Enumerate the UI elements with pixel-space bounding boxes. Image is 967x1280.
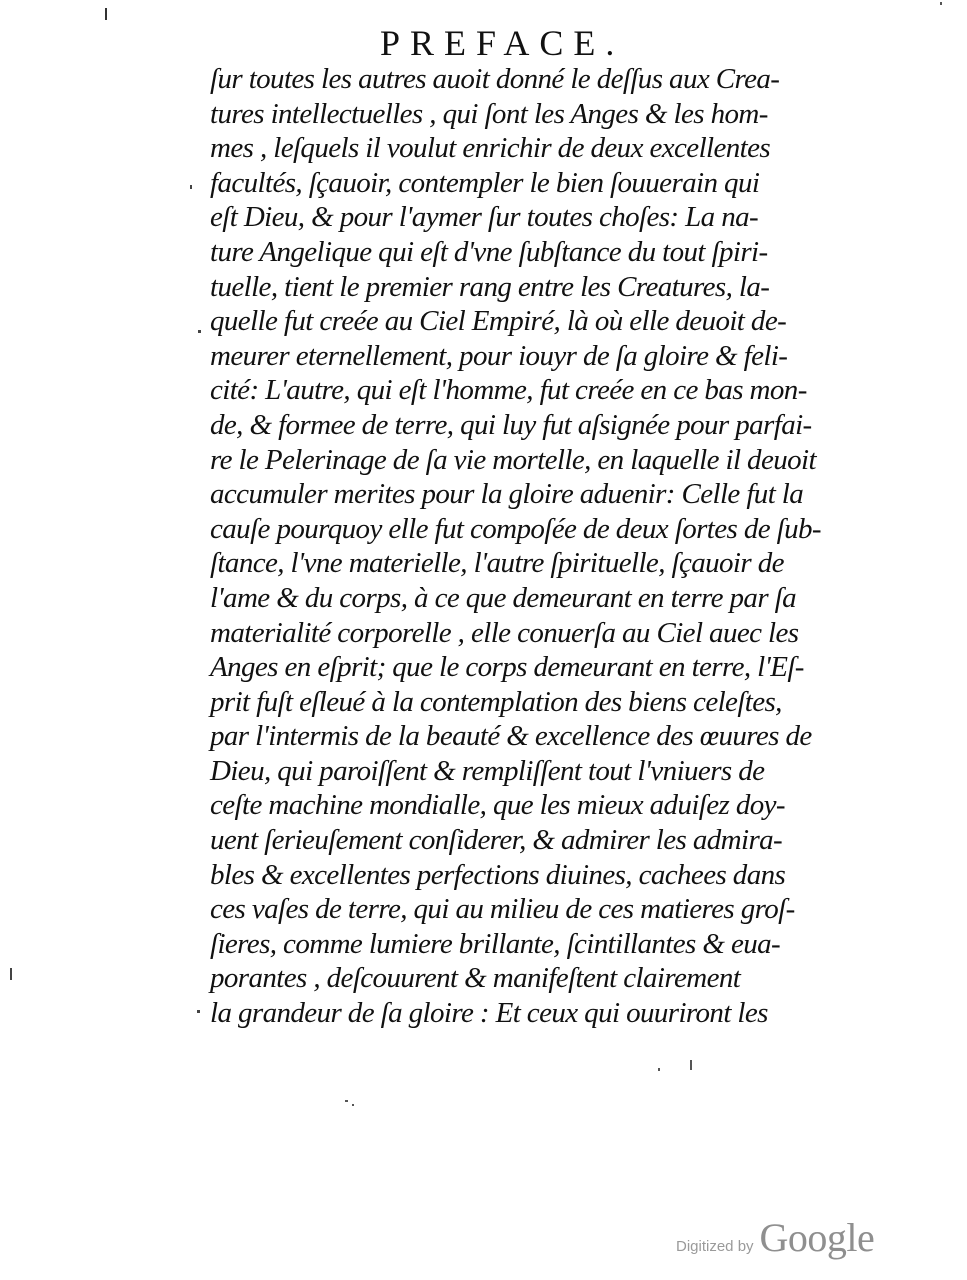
running-title: PREFACE. [380, 23, 625, 63]
scan-speck [197, 1010, 200, 1013]
text-line: quelle fut creée au Ciel Empiré, là où elle deuoit de- [210, 305, 787, 338]
watermark-prefix: Digitized by [676, 1238, 754, 1255]
text-line: cité: L'autre, qui eſt l'homme, fut creée en ce bas mon- [210, 374, 807, 407]
text-line: ſtance, l'vne materielle, l'autre ſpirituelle, ſçauoir de [210, 547, 784, 580]
text-line: porantes , deſcouurent & manifeſtent clairement [210, 962, 741, 995]
text-line: de, & formee de terre, qui luy fut aſsignée pour parfai- [210, 408, 812, 441]
text-line: uent ſerieuſement conſiderer, & admirer les admira- [210, 824, 783, 857]
text-line: la grandeur de ſa gloire : Et ceux qui ouuriront les [210, 997, 768, 1030]
text-line: mes , leſquels il voulut enrichir de deux excellentes [210, 132, 771, 165]
text-line: eſt Dieu, & pour l'aymer ſur toutes choſes: La na- [210, 201, 759, 234]
scan-speck [352, 1104, 354, 1106]
scan-speck [940, 2, 942, 5]
scan-speck [658, 1068, 660, 1071]
text-line: accumuler merites pour la gloire aduenir: Celle fut la [210, 478, 804, 511]
text-line: bles & excellentes perfections diuines, cachees dans [210, 858, 786, 891]
text-line: tures intellectuelles , qui ſont les Anges & les hom- [210, 97, 768, 130]
text-line: par l'intermis de la beauté & excellence des œuures de [210, 720, 812, 753]
text-line: cauſe pourquoy elle fut compoſée de deux ſortes de ſub- [210, 512, 821, 545]
scan-speck [345, 1100, 348, 1102]
text-line: re le Pelerinage de ſa vie mortelle, en laquelle il deuoit [210, 443, 816, 476]
scan-speck [10, 968, 12, 980]
scan-speck [105, 8, 107, 20]
text-line: materialité corporelle , elle conuerſa au Ciel auec les [210, 616, 799, 649]
body-text [210, 62, 845, 1031]
google-logo: Google [759, 1215, 875, 1260]
scan-speck [198, 330, 201, 333]
text-line: tuelle, tient le premier rang entre les Creatures, la- [210, 270, 770, 303]
text-line: Anges en eſprit; que le corps demeurant en terre, l'Eſ- [210, 651, 804, 684]
scan-speck [190, 185, 192, 189]
text-line: l'ame & du corps, à ce que demeurant en terre par ſa [210, 581, 797, 614]
text-line: ture Angelique qui eſt d'vne ſubſtance du tout ſpiri- [210, 235, 768, 268]
text-line: prit fuſt eſleué à la contemplation des biens celeſtes, [210, 685, 782, 718]
text-line: ſieres, comme lumiere brillante, ſcintillantes & eua- [210, 927, 781, 960]
text-line: facultés, ſçauoir, contempler le bien ſouuerain qui [210, 166, 760, 199]
text-line: meurer eternellement, pour iouyr de ſa gloire & feli- [210, 339, 788, 372]
text-line: Dieu, qui paroiſſent & rempliſſent tout l'vniuers de [210, 754, 765, 787]
scan-speck [690, 1060, 692, 1070]
text-line: ces vaſes de terre, qui au milieu de ces matieres groſ- [210, 893, 795, 926]
text-line: ſur toutes les autres auoit donné le deſſus aux Crea- [210, 63, 780, 95]
text-line: ceſte machine mondialle, que les mieux aduiſez doy- [210, 789, 785, 822]
digitized-by-google-watermark [676, 1214, 874, 1261]
